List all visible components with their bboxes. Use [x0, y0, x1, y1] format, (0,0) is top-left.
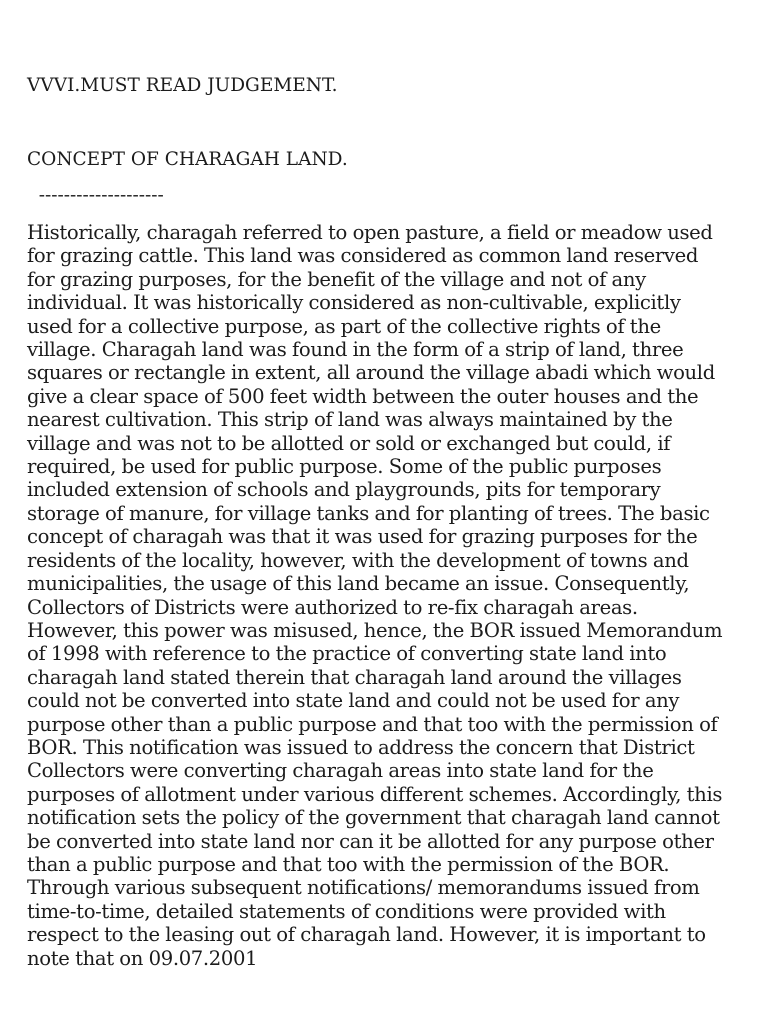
- section-title: CONCEPT OF CHARAGAH LAND.: [27, 149, 348, 170]
- document-heading: VVVI.MUST READ JUDGEMENT.: [27, 75, 338, 96]
- body-paragraph: Historically, charagah referred to open pasture, a field or meadow used for grazing cattle. This land was considered as common land reserved for grazing purposes, for the benefit of the village and not of any individual. It was historically considered as non-cultivable, explicitly used for a collective purpose, as part of the collective rights of the village. Charagah land was found in the form of a strip of land, three squares or rectangle in extent, all around the village abadi which would give a clear space of 500 feet width between the outer houses and the nearest cultivation. This strip of land was always maintained by the village and was not to be allotted or sold or exchanged but could, if required, be used for public purpose. Some of the public purposes included extension of schools and playgrounds, pits for temporary storage of manure, for village tanks and for planting of trees. The basic concept of charagah was that it was used for grazing purposes for the residents of the locality, however, with the development of towns and municipalities, the usage of this land became an issue. Consequently, Collectors of Districts were authorized to re-fix charagah areas. However, this power was misused, hence, the BOR issued Memorandum of 1998 with reference to the practice of converting state land into charagah land stated therein that charagah land around the villages could not be converted into state land and could not be used for any purpose other than a public purpose and that too with the permission of BOR. This notification was issued to address the concern that District Collectors were converting charagah areas into state land for the purposes of allotment under various different schemes. Accordingly, this notification sets the policy of the government that charagah land cannot be converted into state land nor can it be allotted for any purpose other than a public purpose and that too with the permission of the BOR. Through various subsequent notifications/ memorandums issued from time-to-time, detailed statements of conditions were provided with respect to the leasing out of charagah land. However, it is important to note that on 09.07.2001: [27, 221, 723, 970]
- separator-line: --------------------: [27, 185, 164, 206]
